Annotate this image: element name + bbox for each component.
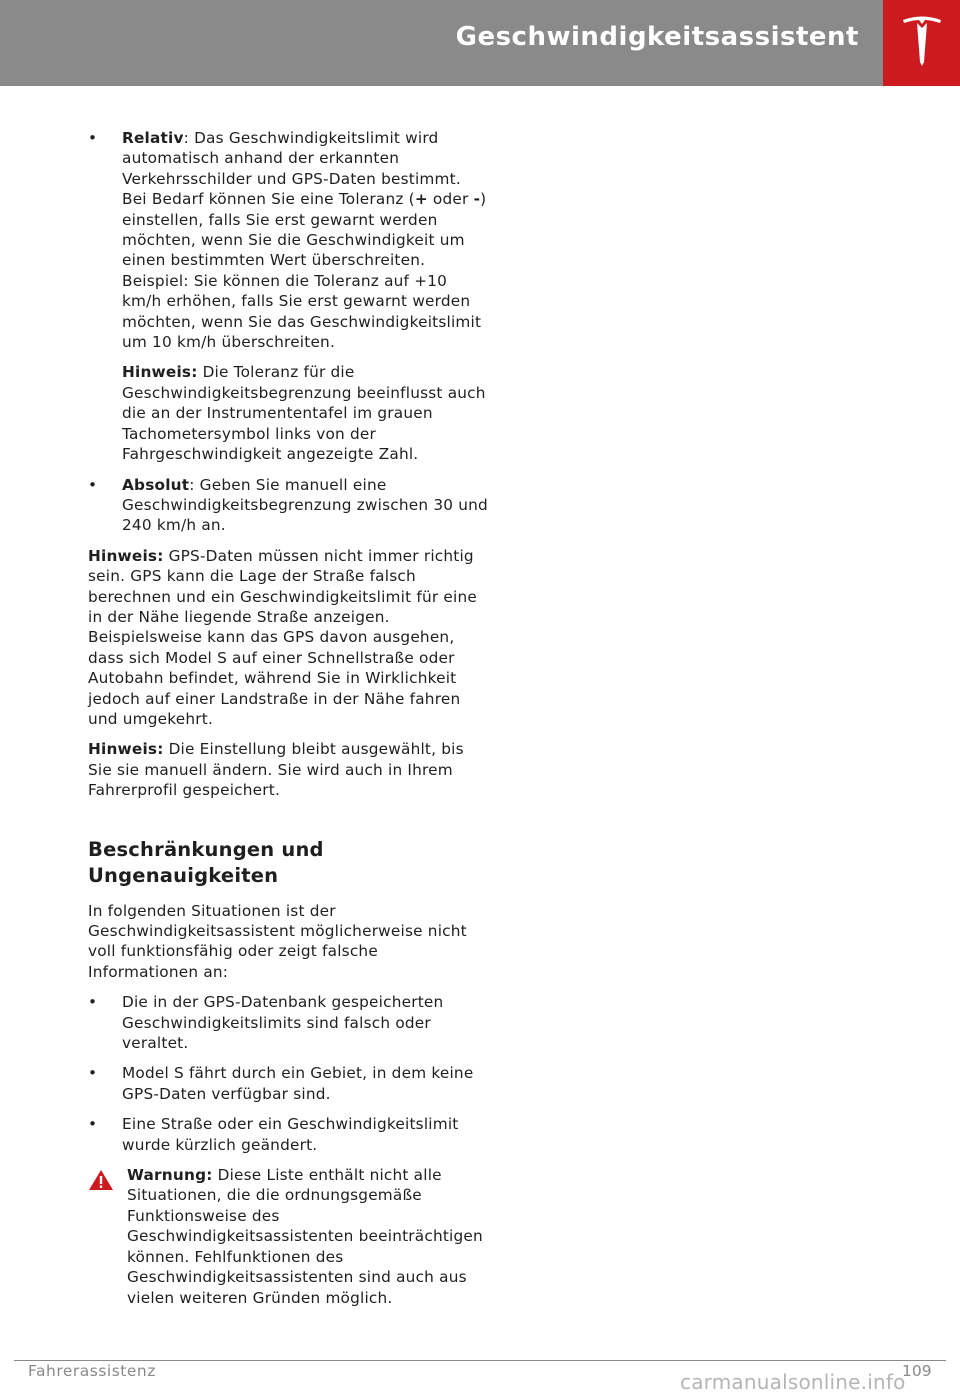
section-intro: In folgenden Situationen ist der Geschwindigkeitsassistent möglicherweise nicht voll funktionsfähig oder zeigt falsche Informationen an: — [88, 901, 467, 981]
relativ-text-3: ) einstellen, falls Sie erst gewarnt werden möchten, wenn Sie die Geschwindigkeit um einen bestimmten Wert überschreiten. Beispiel: Sie können die Toleranz auf +10 km/h erhöhen, falls Sie erst gewarnt werden möchten, wenn Sie das Geschwindigkeitslimit um 10 km/h überschreiten. — [122, 190, 487, 352]
bullet-relativ — [88, 128, 488, 465]
warning-icon — [88, 1169, 114, 1191]
bullet-absolut — [88, 475, 488, 536]
limitation-item — [88, 1114, 488, 1155]
bullet-absolut-text — [122, 475, 488, 536]
limitation-text: Model S fährt durch ein Gebiet, in dem keine GPS-Daten verfügbar sind. — [122, 1064, 474, 1103]
section-heading: Beschränkungen und Ungenauigkeiten — [88, 837, 324, 887]
page-header — [0, 0, 883, 86]
term-absolut: Absolut — [122, 475, 190, 494]
bullet-dot: • — [88, 993, 98, 1012]
warning-body: Diese Liste enthält nicht alle Situationen, die die ordnungsgemäße Funktionsweise des Geschwindigkeitsassistenten beeinträchtigen können. Fehlfunktionen des Geschwindigkeitsassistenten sind auch aus vielen weiteren Gründen möglich. — [127, 1166, 483, 1307]
bullet-dot: • — [88, 1064, 98, 1083]
main-column — [88, 128, 488, 1308]
note-tolerance — [122, 362, 488, 464]
note-tolerance-text: Die Toleranz für die Geschwindigkeitsbegrenzung beeinflusst auch die an der Instrumententafel im grauen Tachometersymbol links von der Fahrgeschwindigkeit angezeigte Zahl. — [122, 363, 486, 464]
relativ-text-1: : Das Geschwindigkeitslimit wird automatisch anhand der erkannten Verkehrsschilder und GPS-Daten bestimmt. Bei Bedarf können Sie eine Toleranz ( — [122, 129, 461, 209]
bullet-dot: • — [88, 1115, 98, 1134]
plus-sign: + — [414, 190, 428, 209]
logo-box — [883, 0, 960, 86]
bullet-dot: • — [88, 475, 98, 494]
note-label: Hinweis: — [88, 546, 164, 565]
warning-label: Warnung: — [127, 1166, 213, 1185]
note-gps — [88, 546, 488, 730]
note-setting-text: Die Einstellung bleibt ausgewählt, bis Sie sie manuell ändern. Sie wird auch in Ihrem Fahrerprofil gespeichert. — [88, 740, 464, 800]
watermark: carmanualsonline.info — [680, 1370, 906, 1394]
note-label: Hinweis: — [88, 740, 164, 759]
warning-text — [127, 1165, 488, 1308]
limitation-item — [88, 1063, 488, 1104]
relativ-text-2: oder — [427, 190, 474, 209]
minus-sign: - — [473, 190, 481, 209]
limitation-item — [88, 992, 488, 1053]
note-gps-text: GPS-Daten müssen nicht immer richtig sein. GPS kann die Lage der Straße falsch berechnen und ein Geschwindigkeitslimit für eine in der Nähe liegende Straße anzeigen. Beispielsweise kann das GPS davon ausgehen, dass sich Model S auf einer Schnellstraße oder Autobahn befindet, während Sie in Wirklichkeit jedoch auf einer Landstraße in der Nähe fahren und umgekehrt. — [88, 546, 477, 728]
header-title: Geschwindigkeitsassistent — [455, 22, 859, 52]
tesla-logo-icon — [901, 14, 943, 68]
note-label: Hinweis: — [122, 363, 198, 382]
limitation-text: Die in der GPS-Datenbank gespeicherten Geschwindigkeitslimits sind falsch oder veraltet. — [122, 993, 444, 1053]
bullet-dot: • — [88, 129, 98, 147]
absolut-text: : Geben Sie manuell eine Geschwindigkeitsbegrenzung zwischen 30 und 240 km/h an. — [122, 475, 488, 535]
warning-box — [88, 1165, 488, 1308]
footer-divider — [14, 1360, 946, 1361]
term-relativ: Relativ — [122, 129, 184, 147]
note-setting — [88, 739, 488, 800]
limitation-text: Eine Straße oder ein Geschwindigkeitslimit wurde kürzlich geändert. — [122, 1115, 459, 1154]
bullet-relativ-text — [122, 128, 488, 352]
footer-section: Fahrerassistenz — [28, 1362, 156, 1380]
page-number: 109 — [902, 1362, 932, 1380]
